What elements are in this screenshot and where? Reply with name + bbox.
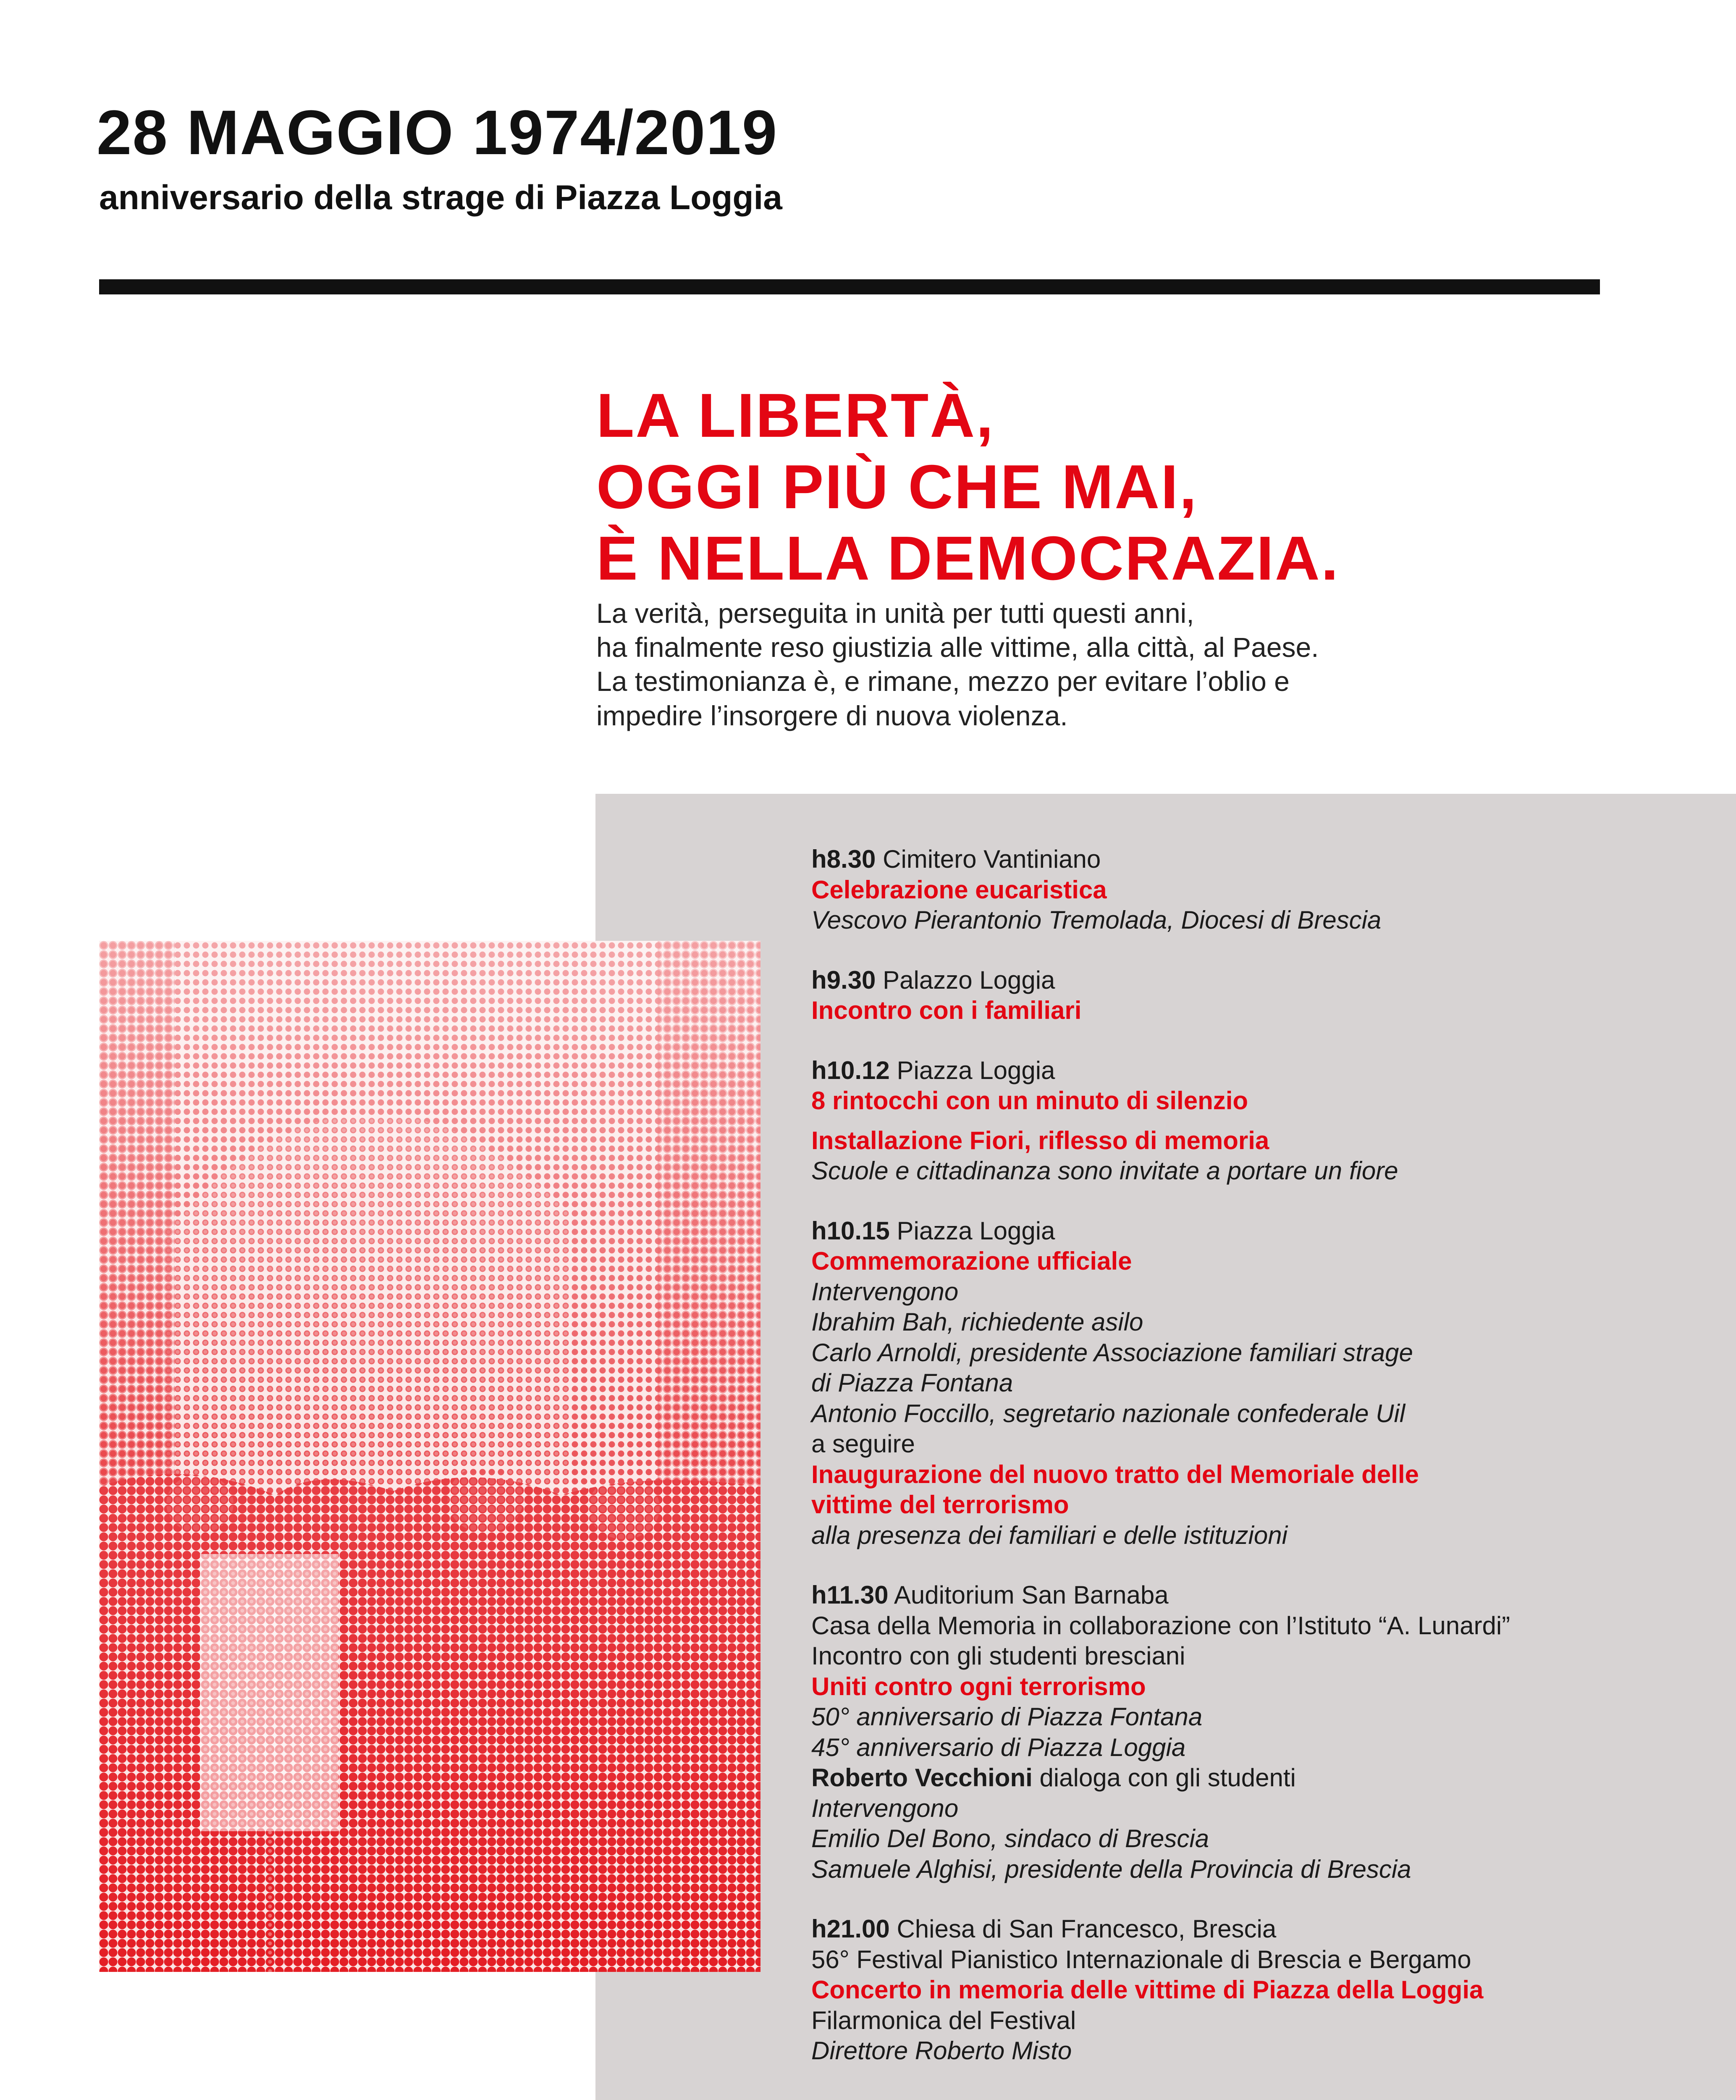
event-h2100 xyxy=(811,1914,1714,2066)
event-h930 xyxy=(811,965,1714,1026)
event-line: Casa della Memoria in collaborazione con l’Istituto “A. Lunardi” xyxy=(811,1611,1510,1640)
event-place: Auditorium San Barnaba xyxy=(894,1581,1169,1609)
event-time: h10.15 xyxy=(811,1216,890,1245)
event-title: Commemorazione ufficiale xyxy=(811,1247,1132,1275)
event-note: Scuole e cittadinanza sono invitate a portare un fiore xyxy=(811,1157,1398,1185)
guest-name: Roberto Vecchioni xyxy=(811,1764,1033,1792)
event-place: Piazza Loggia xyxy=(897,1216,1055,1245)
intro-line: impedire l’insorgere di nuova violenza. xyxy=(596,700,1068,731)
event-note: Vescovo Pierantonio Tremolada, Diocesi di Brescia xyxy=(811,906,1382,934)
anniversary-line: 50° anniversario di Piazza Fontana xyxy=(811,1703,1203,1731)
event-line: Filarmonica del Festival xyxy=(811,2006,1076,2034)
event-h1130 xyxy=(811,1580,1714,1885)
event-time: h9.30 xyxy=(811,966,876,994)
event-place: Cimitero Vantiniano xyxy=(883,845,1101,873)
speaker-line: Ibrahim Bah, richiedente asilo xyxy=(811,1308,1143,1336)
intro-text xyxy=(596,596,1319,733)
event-h1015 xyxy=(811,1216,1714,1551)
event-time: h11.30 xyxy=(811,1581,889,1609)
event-h1012 xyxy=(811,1055,1714,1186)
event-place: Chiesa di San Francesco, Brescia xyxy=(897,1915,1277,1943)
guest-line xyxy=(811,1763,1714,1793)
headline xyxy=(596,380,1340,595)
event-time: h21.00 xyxy=(811,1915,890,1943)
event-title-secondary: Installazione Fiori, riflesso di memoria xyxy=(811,1126,1269,1155)
event-line: 56° Festival Pianistico Internazionale di Brescia e Bergamo xyxy=(811,1945,1471,1974)
speaker-line: Emilio Del Bono, sindaco di Brescia xyxy=(811,1824,1209,1853)
halftone-photo-image xyxy=(99,941,760,1972)
event-time-line xyxy=(811,1216,1714,1247)
event-title: Incontro con i familiari xyxy=(811,996,1082,1024)
event-place: Palazzo Loggia xyxy=(883,966,1055,994)
headline-line: OGGI PIÙ CHE MAI, xyxy=(596,452,1198,522)
event-h830 xyxy=(811,844,1714,936)
speaker-line: Intervengono xyxy=(811,1277,959,1306)
event-time-line xyxy=(811,1580,1714,1611)
page-subtitle: anniversario della strage di Piazza Loggia xyxy=(99,178,782,217)
event-note: alla presenza dei familiari e delle istituzioni xyxy=(811,1521,1288,1549)
event-time: h8.30 xyxy=(811,845,876,873)
intro-line: La testimonianza è, e rimane, mezzo per evitare l’oblio e xyxy=(596,666,1290,697)
event-time-line xyxy=(811,1055,1714,1086)
event-title-secondary: vittime del terrorismo xyxy=(811,1491,1069,1519)
headline-line: LA LIBERTÀ, xyxy=(596,381,995,450)
follow-text: a seguire xyxy=(811,1430,915,1458)
event-title-secondary: Inaugurazione del nuovo tratto del Memoriale delle xyxy=(811,1460,1419,1488)
speaker-line: di Piazza Fontana xyxy=(811,1369,1013,1397)
event-time-line xyxy=(811,844,1714,875)
speaker-line: Carlo Arnoldi, presidente Associazione familiari strage xyxy=(811,1338,1413,1367)
event-place: Piazza Loggia xyxy=(897,1056,1055,1084)
headline-line: È NELLA DEMOCRAZIA. xyxy=(596,524,1340,593)
page-title: 28 MAGGIO 1974/2019 xyxy=(97,97,778,168)
event-title: Concerto in memoria delle vittime di Piazza della Loggia xyxy=(811,1976,1484,2004)
event-time-line xyxy=(811,965,1714,996)
anniversary-line: 45° anniversario di Piazza Loggia xyxy=(811,1733,1186,1761)
event-time-line xyxy=(811,1914,1714,1945)
event-title: Uniti contro ogni terrorismo xyxy=(811,1672,1146,1701)
intro-line: ha finalmente reso giustizia alle vittime, alla città, al Paese. xyxy=(596,632,1319,663)
speaker-line: Intervengono xyxy=(811,1794,959,1822)
header-divider xyxy=(99,279,1600,294)
event-time: h10.12 xyxy=(811,1056,890,1084)
intro-line: La verità, perseguita in unità per tutti questi anni, xyxy=(596,598,1194,629)
halftone-photo xyxy=(99,941,760,1972)
speaker-line: Samuele Alghisi, presidente della Provincia di Brescia xyxy=(811,1855,1411,1883)
event-title: Celebrazione eucaristica xyxy=(811,875,1107,904)
program-list xyxy=(811,844,1714,2096)
event-title: 8 rintocchi con un minuto di silenzio xyxy=(811,1087,1248,1115)
event-note: Direttore Roberto Misto xyxy=(811,2037,1072,2065)
event-line: Incontro con gli studenti bresciani xyxy=(811,1642,1185,1670)
speaker-line: Antonio Foccillo, segretario nazionale confederale Uil xyxy=(811,1399,1406,1428)
guest-text: dialoga con gli studenti xyxy=(1039,1764,1296,1792)
